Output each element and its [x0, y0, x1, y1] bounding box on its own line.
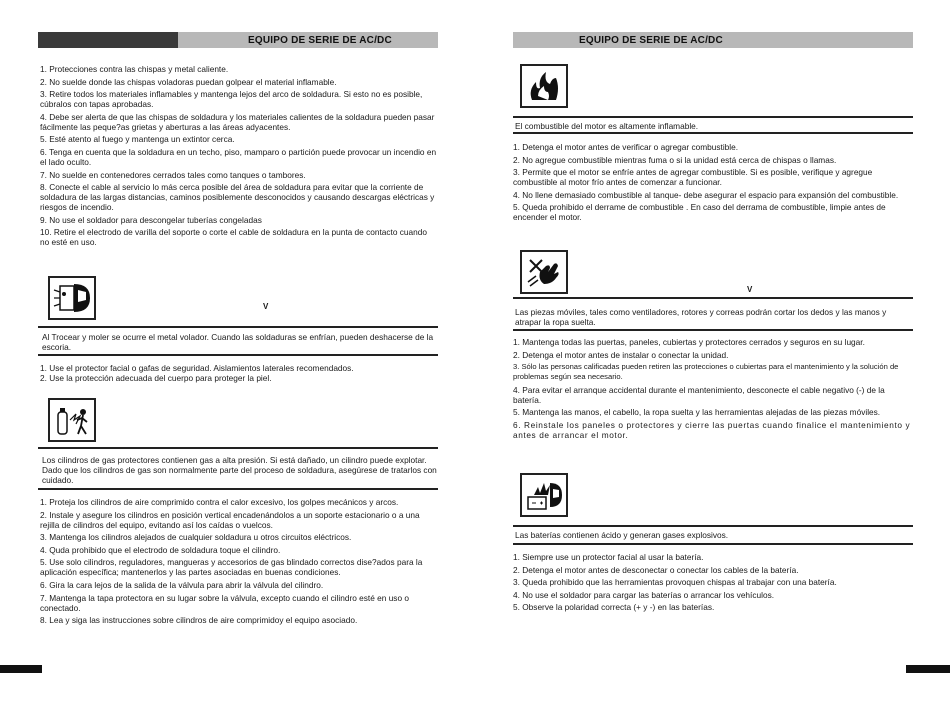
list-item: 2. Detenga el motor antes de desconectar o conectar los cables de la batería.	[513, 564, 799, 575]
list-item: 8. Conecte el cable al servicio lo más cerca posible del área de soldadura para evitar que la corriente de soldadura de las largas distancias, caminos posiblemente desconocidos y causando descargas eléctricas y riesgos de incendio.	[40, 182, 435, 213]
right-header-bar	[513, 32, 913, 48]
cylinder-explosion-icon	[48, 398, 96, 442]
list-item: 4. Debe ser alerta de que las chispas de soldadura y los materiales calientes de la soldadura pueden pasar fácilmente las peque?as grietas y aberturas a las áreas adyacentes.	[40, 111, 435, 132]
list-item: 3. Mantenga los cilindros alejados de cualquier soldadura u otros circuitos eléctricos.	[40, 532, 352, 543]
mark-v: V	[263, 302, 269, 311]
fuel-fire-icon	[520, 64, 568, 108]
list-item: 8. Lea y siga las instrucciones sobre cilindros de aire comprimidoy el equipo asociado.	[40, 615, 358, 626]
header-dark-block	[38, 32, 178, 48]
list-item: 6. Reinstale los paneles o protectores y cierre las puertas cuando finalice el mantenimiento y antes de arrancar el motor.	[513, 419, 911, 440]
mark-v: V	[747, 285, 753, 294]
battery-list	[513, 552, 913, 615]
fuel-list	[513, 142, 913, 225]
protection-list	[40, 363, 438, 386]
divider	[38, 326, 438, 328]
right-page-tab	[906, 665, 950, 673]
divider	[513, 116, 913, 118]
face-shield-icon	[48, 276, 96, 320]
list-item: 5. Queda prohibido el derrame de combustible . En caso del derrama de combustible, limpie antes de encender el motor.	[513, 202, 886, 223]
left-header-bar	[38, 32, 438, 48]
list-item: 5. Mantenga las manos, el cabello, la ropa suelta y las herramientas alejadas de las piezas móviles.	[513, 407, 881, 418]
list-item: 2. Use la protección adecuada del cuerpo para proteger la piel.	[40, 373, 272, 383]
divider	[513, 132, 913, 134]
list-item: 6. Gira la cara lejos de la salida de la válvula para abrir la válvula del cilindro.	[40, 579, 324, 590]
list-item: 7. No suelde en contenedores cerrados tales como tanques o tambores.	[40, 169, 306, 180]
list-item: 1. Protecciones contra las chispas y metal caliente.	[40, 64, 229, 74]
list-item: 3. Retire todos los materiales inflamables y mantenga lejos del arco de soldadura. Si esto no es posible, cúbralos con tapas aprobadas.	[40, 89, 423, 110]
list-item: 5. Esté atento al fuego y mantenga un extintor cerca.	[40, 134, 235, 145]
list-item: 1. Use el protector facial o gafas de seguridad. Aislamientos laterales recomendados.	[40, 363, 354, 373]
list-item: 1. Mantenga todas las puertas, paneles, cubiertas y protectores cerrados y seguros en su lugar.	[513, 337, 865, 347]
divider	[38, 354, 438, 356]
divider	[513, 525, 913, 527]
list-item: 7. Mantenga la tapa protectora en su lugar sobre la válvula, excepto cuando el cilindro esté en uso o conectado.	[40, 592, 409, 613]
list-item: 2. No agregue combustible mientras fuma o si la unidad está cerca de chispas o llamas.	[513, 154, 837, 165]
list-item: 2. Detenga el motor antes de instalar o conectar la unidad.	[513, 349, 729, 360]
header-title: EQUIPO DE SERIE DE AC/DC	[248, 34, 392, 46]
moving-parts-hand-icon	[520, 250, 568, 294]
left-page-tab	[0, 665, 42, 673]
list-item: 5. Use solo cilindros, reguladores, mangueras y accesorios de gas blindado correctos dise?ados para la aplicación específica; mantenerlos y las partes asociadas en buenas condiciones.	[40, 557, 423, 578]
list-item: 3. Permite que el motor se enfríe antes de agregar combustible. Si es posible, verifique y agregue combustible al motor frío antes de comenzar a funcionar.	[513, 167, 873, 188]
warning-batteries: Las baterías contienen ácido y generan gases explosivos.	[515, 530, 729, 540]
list-item: 1. Detenga el motor antes de verificar o agregar combustible.	[513, 142, 739, 152]
header-title: EQUIPO DE SERIE DE AC/DC	[579, 34, 723, 46]
header-title-block	[178, 32, 438, 48]
divider	[513, 297, 913, 299]
warning-gas-cylinders: Los cilindros de gas protectores contienen gas a alta presión. Si está dañado, un cilindro puede explotar. Dado que los cilindros de gas son normalmente parte del proceso de soldadura, asegúrese de tratarlos con cuidado.	[42, 455, 437, 485]
fire-precautions-list	[40, 64, 438, 250]
moving-parts-list	[513, 337, 913, 443]
list-item: 4. No use el soldador para cargar las baterías o arrancar los vehículos.	[513, 589, 775, 600]
warning-flying-metal: Al Trocear y moler se ocurre el metal volador. Cuando las soldaduras se enfrían, pueden deshacerse de la escoria.	[42, 332, 434, 352]
list-item: 3. Queda prohibido que las herramientas provoquen chispas al trabajar con una batería.	[513, 577, 837, 588]
divider	[38, 488, 438, 490]
warning-moving-parts: Las piezas móviles, tales como ventiladores, rotores y correas podrán cortar los dedos y las manos y atrapar la ropa suelta.	[515, 307, 887, 327]
list-item: 1. Proteja los cilindros de aire comprimido contra el calor excesivo, los golpes mecánicos y arcos.	[40, 497, 399, 507]
list-item: 5. Observe la polaridad correcta (+ y -) en las baterías.	[513, 602, 715, 613]
warning-fuel: El combustible del motor es altamente inflamable.	[515, 121, 699, 131]
list-item: 10. Retire el electrodo de varilla del soporte o corte el cable de soldadura en la punta de contacto cuando no esté en uso.	[40, 227, 427, 248]
divider	[38, 447, 438, 449]
list-item: 4. No llene demasiado combustible al tanque- debe asegurar el espacio para expansión del combustible.	[513, 189, 899, 200]
list-item: 2. Instale y asegure los cilindros en posición vertical encadenándolos a un soporte estacionario o a una rejilla de cilindros del equipo, evitando así los caídas o vuelcos.	[40, 509, 420, 530]
divider	[513, 329, 913, 331]
list-item: 9. No use el soldador para descongelar tuberías congeladas	[40, 214, 262, 225]
list-item: 3. Sólo las personas calificadas pueden retiren las protecciones o cubiertas para el mantenimiento y la solución de problemas según sea necesario.	[513, 362, 899, 382]
list-item: 6. Tenga en cuenta que la soldadura en un techo, piso, mamparo o partición puede provocar un incendio en el lado oculto.	[40, 146, 437, 167]
list-item: 4. Para evitar el arranque accidental durante el mantenimiento, desconecte el cable negativo (-) de la batería.	[513, 384, 885, 405]
cylinder-list	[40, 497, 438, 628]
battery-explosion-icon	[520, 473, 568, 517]
list-item: 4. Quda prohibido que el electrodo de soldadura toque el cilindro.	[40, 544, 281, 555]
header-title-block	[513, 32, 913, 48]
list-item: 2. No suelde donde las chispas voladoras puedan golpear el material inflamable.	[40, 76, 337, 87]
list-item: 1. Siempre use un protector facial al usar la batería.	[513, 552, 704, 562]
divider	[513, 543, 913, 545]
